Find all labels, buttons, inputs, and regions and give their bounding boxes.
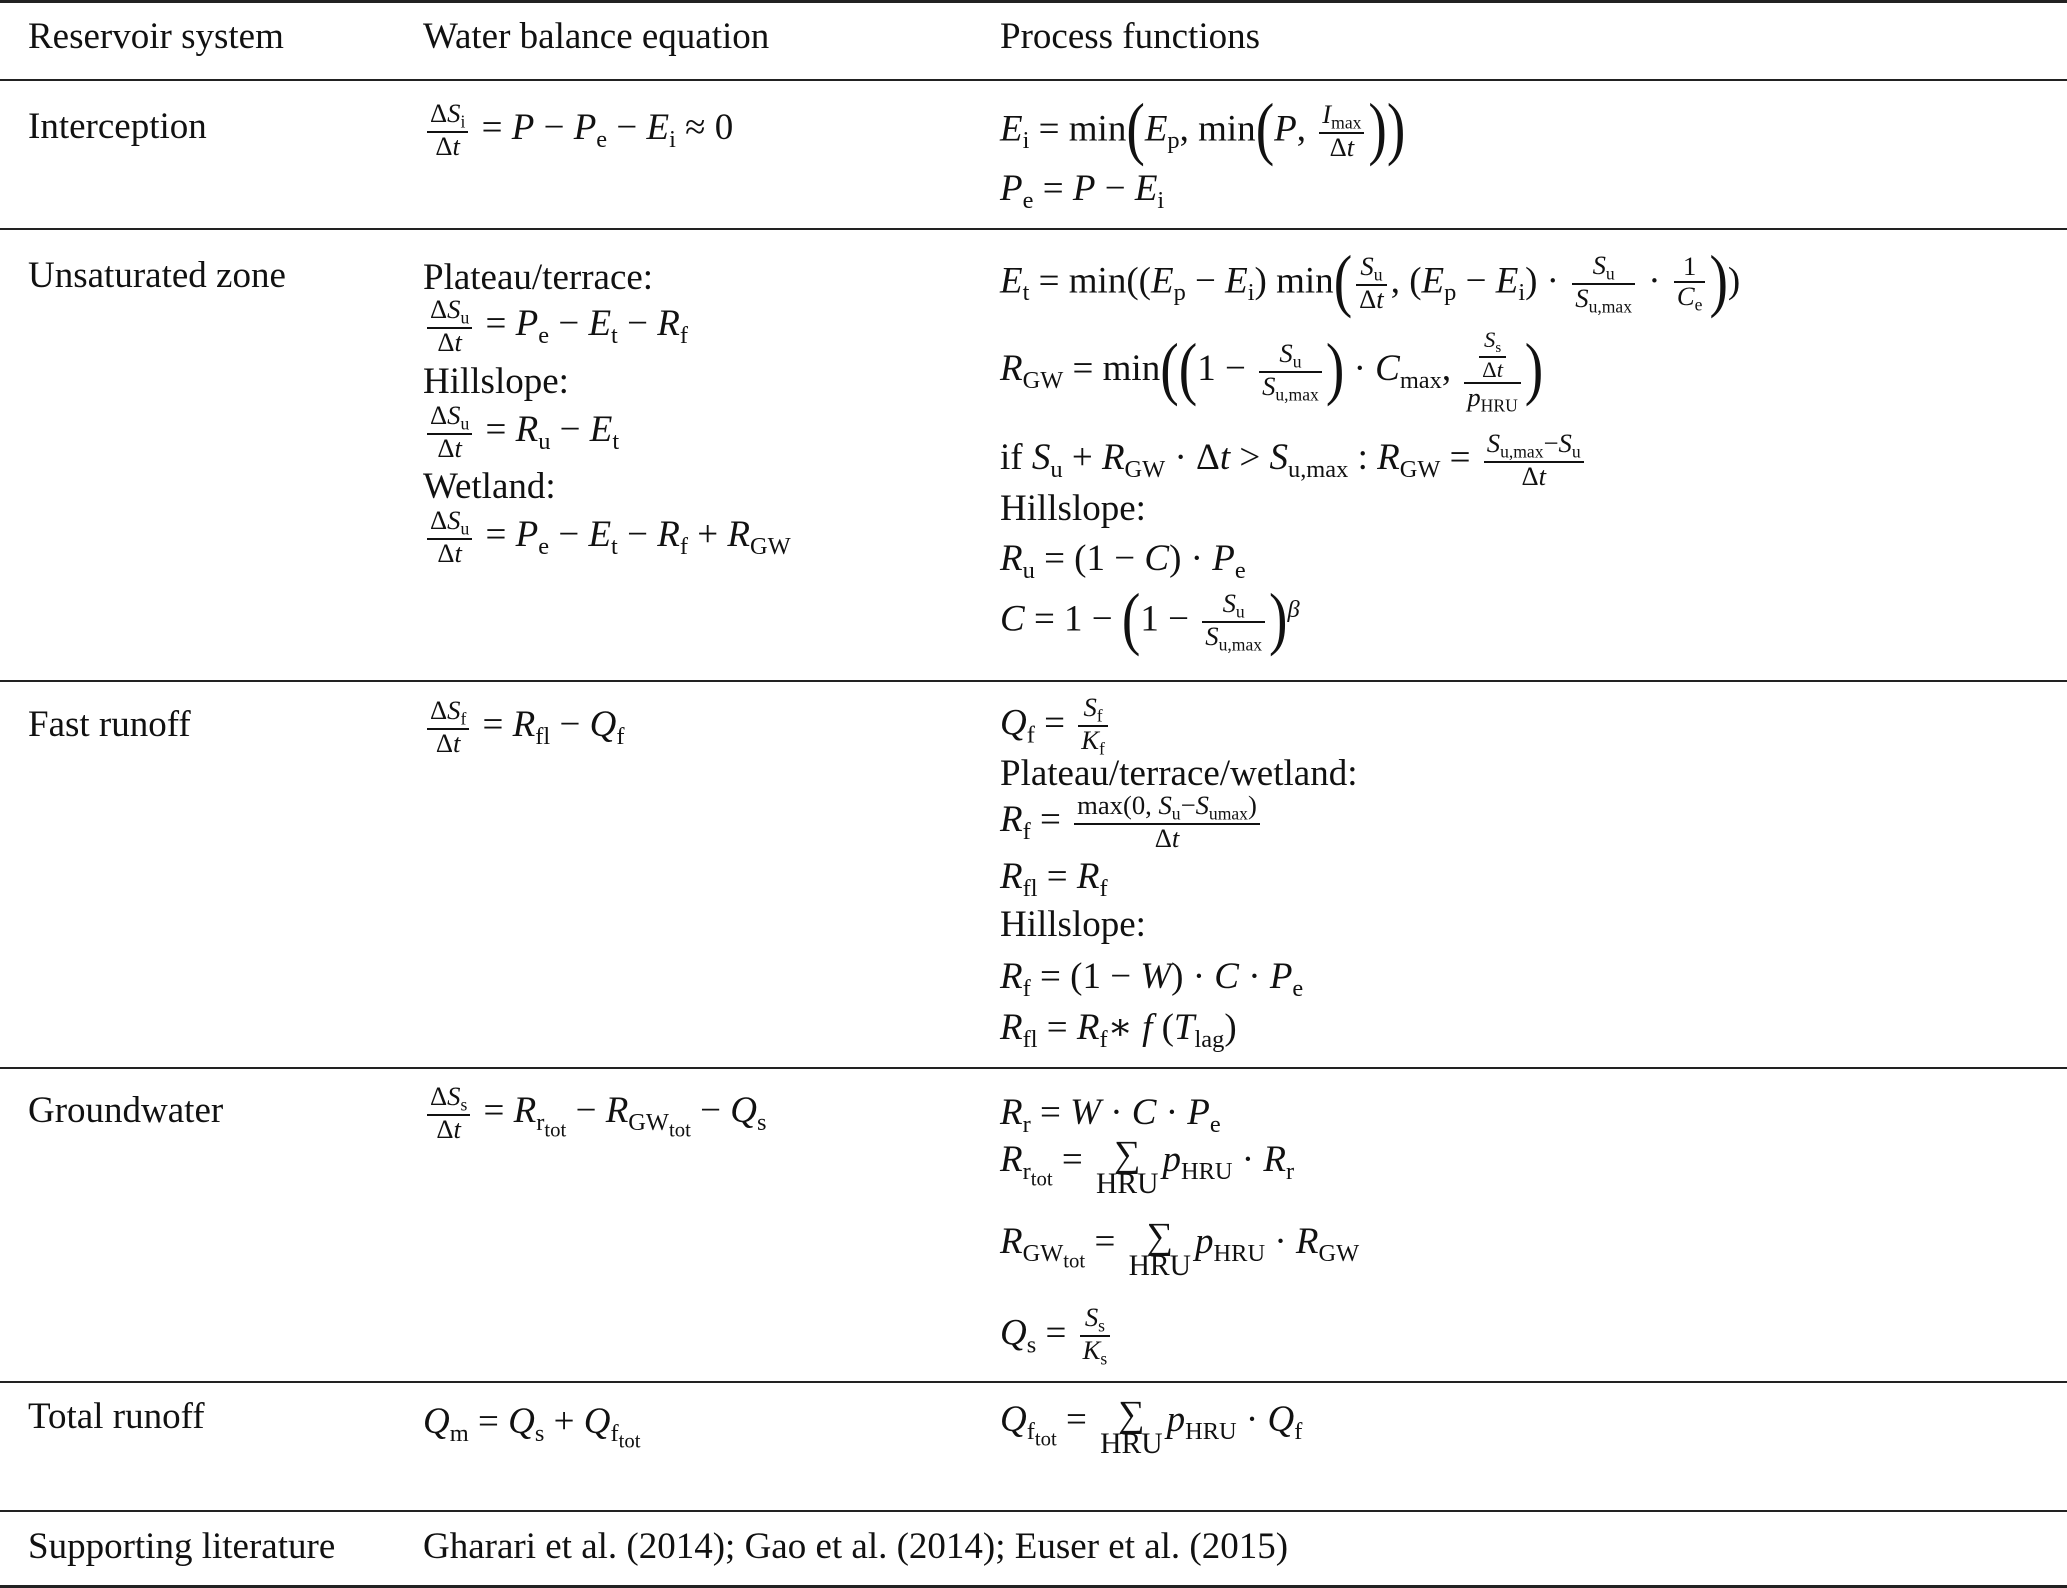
eq-groundwater-balance: $\frac{\Delta S_s}{\Delta t}$ = $R_{r_{tot}} - R_{GW_{tot}} - Q_s$ xyxy=(423,1083,766,1144)
header-water-balance: Water balance equation xyxy=(423,16,770,57)
row-rule xyxy=(0,1067,2067,1069)
row-rule xyxy=(0,228,2067,230)
row-rule xyxy=(0,1510,2067,1512)
header-reservoir-system: Reservoir system xyxy=(28,16,284,57)
eq-total-qftot: $Q_{f_{tot}}$ = ∑ HRU $p_{HRU} \cdot Q_f$ xyxy=(1000,1394,1303,1461)
header-process-functions: Process functions xyxy=(1000,16,1260,57)
eq-groundwater-qs: $Q_s$ = $\frac{S_s}{K_s}$ xyxy=(1000,1304,1114,1368)
eq-interception-balance: $\frac{\Delta S_i}{\Delta t}$ = $P - P_e - E_i \approx 0$ xyxy=(423,100,733,161)
eq-unsat-c: C = 1 − (1 − $\frac{S_u}{S_{u,max}}$ )$^\beta$ xyxy=(1000,581,1300,658)
eq-total-qm: $Q_m = Q_s + Q_{f_{tot}}$ xyxy=(423,1401,641,1453)
row-rule xyxy=(0,680,2067,682)
label-hillslope-fast: Hillslope: xyxy=(1000,904,1146,945)
eq-fast-rf-plateau: $R_f$ = $\frac{\max(0, S_u-S_{umax})}{\Delta t}$ xyxy=(1000,792,1264,853)
eq-unsat-hillslope: $\frac{\Delta S_u}{\Delta t}$ = $R_u - E_t$ xyxy=(423,402,619,463)
header-rule xyxy=(0,79,2067,81)
eq-interception-pe: $P_e = P - E_i$ xyxy=(1000,168,1165,214)
eq-fast-rfl-hillslope: $R_{fl}$ = $R_f∗$ f $(T_{lag})$ xyxy=(1000,1007,1237,1053)
row-literature-name: Supporting literature xyxy=(28,1526,336,1567)
eq-fast-rfl-plateau: $R_{fl} = R_f$ xyxy=(1000,856,1108,902)
eq-groundwater-rgwtot: $R_{GW_{tot}}$ = ∑ HRU $p_{HRU} \cdot R_{GW}$ xyxy=(1000,1216,1360,1283)
eq-fast-balance: $\frac{\Delta S_f}{\Delta t}$ = $R_{fl} - Q_f$ xyxy=(423,697,624,758)
eq-fast-rf-hillslope: $R_f = (1 - W) \cdot C \cdot P_e$ xyxy=(1000,956,1304,1002)
eq-interception-ei: $E_i = \min(E_p$, min(P, $\frac{I_{max}}{\Delta t}$ )) xyxy=(1000,91,1406,168)
eq-unsat-rgw-condition: if $S_u + R_{GW} \cdot \Delta t > S_{u,max}$ : $R_{GW}$ = $\frac{S_{u,max}-S_u}{\Delta t}$ xyxy=(1000,430,1588,491)
eq-unsat-plateau: $\frac{\Delta S_u}{\Delta t}$ = $P_e - E_t - R_f$ xyxy=(423,296,688,357)
eq-unsat-wetland: $\frac{\Delta S_u}{\Delta t}$ = $P_e - E_t - R_f + R_{GW}$ xyxy=(423,507,791,568)
eq-unsat-ru: $R_u = (1 - C) \cdot P_e$ xyxy=(1000,538,1246,584)
row-fast-runoff-name: Fast runoff xyxy=(28,704,191,745)
eq-groundwater-rr: $R_r = W \cdot C \cdot P_e$ xyxy=(1000,1092,1221,1138)
row-unsaturated-name: Unsaturated zone xyxy=(28,255,286,296)
eq-fast-qf: $Q_f$ = $\frac{S_f}{K_f}$ xyxy=(1000,694,1112,758)
row-groundwater-name: Groundwater xyxy=(28,1090,224,1131)
label-hillslope: Hillslope: xyxy=(423,361,569,402)
top-rule xyxy=(0,0,2067,3)
row-interception-name: Interception xyxy=(28,106,207,147)
eq-groundwater-rrtot: $R_{r_{tot}}$ = ∑ HRU $p_{HRU} \cdot R_r$ xyxy=(1000,1134,1295,1201)
row-total-runoff-name: Total runoff xyxy=(28,1396,205,1437)
label-plateau-terrace-wetland: Plateau/terrace/wetland: xyxy=(1000,753,1358,794)
label-plateau-terrace: Plateau/terrace: xyxy=(423,257,654,298)
literature-citations: Gharari et al. (2014); Gao et al. (2014); Euser et al. (2015) xyxy=(423,1526,1289,1567)
row-rule xyxy=(0,1381,2067,1383)
label-wetland: Wetland: xyxy=(423,466,556,507)
eq-unsat-et: $E_t = \min((E_p - E_i)$ min( $\frac{S_u}{\Delta t}$ , $(E_p - E_i)$ · $\frac{S_u}{S_{u,max}}$ · $\frac{1}{C_e}$ )) xyxy=(1000,243,1741,320)
label-hillslope-process: Hillslope: xyxy=(1000,488,1146,529)
eq-unsat-rgw: $R_{GW} = \min((1$ − $\frac{S_u}{S_{u,max}}$ ) · $C_{max}$, $\frac{\frac{S_s}{\Delta t}}{p_{HRU}}$ ) xyxy=(1000,327,1544,416)
